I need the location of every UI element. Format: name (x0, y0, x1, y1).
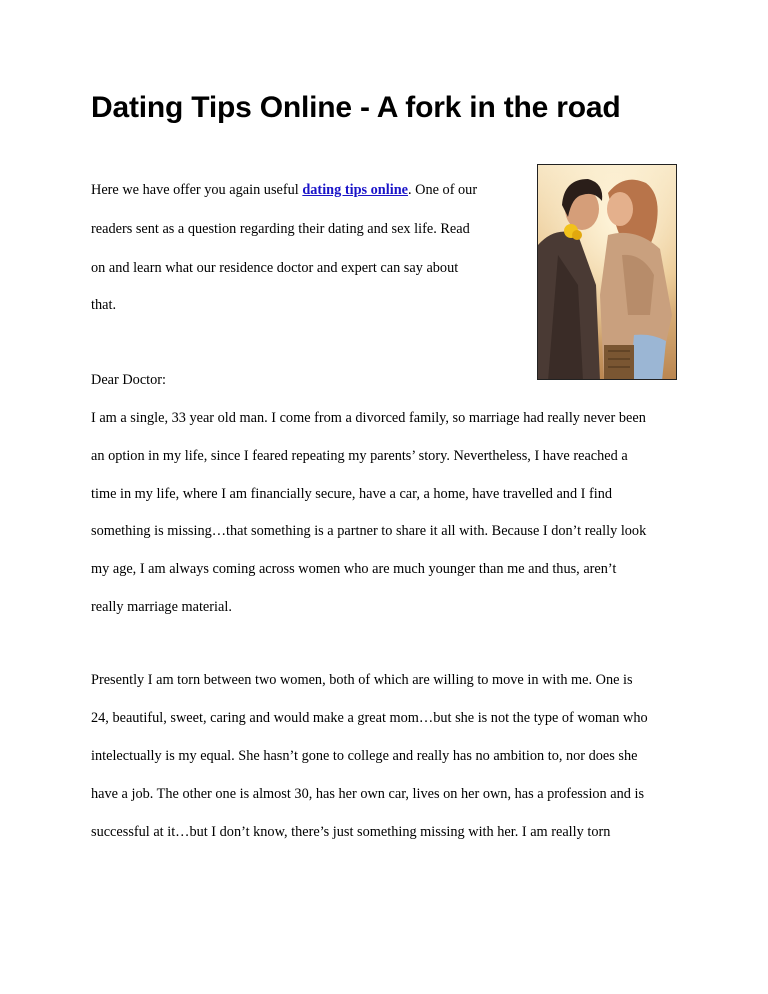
intro-text-before-link: Here we have offer you again useful (91, 182, 303, 198)
paragraph-1-line: time in my life, where I am financially secure, have a car, a home, have travelled and I find (91, 486, 613, 502)
intro-text-after-link: . One of our (408, 182, 478, 198)
salutation: Dear Doctor: (91, 372, 167, 388)
paragraph-1-line: I am a single, 33 year old man. I come from a divorced family, so marriage had really never been (91, 410, 646, 426)
paragraph-1-line: my age, I am always coming across women who are much younger than me and thus, aren’t (91, 561, 617, 577)
intro-line-1 (91, 181, 477, 199)
paragraph-2-line: Presently I am torn between two women, both of which are willing to move in with me. One is (91, 672, 633, 688)
couple-photo (537, 164, 677, 380)
paragraph-2-line: successful at it…but I don’t know, there’s just something missing with her. I am really torn (91, 824, 611, 840)
paragraph-1-line: something is missing…that something is a partner to share it all with. Because I don’t really look (91, 523, 647, 539)
paragraph-2-line: have a job. The other one is almost 30, has her own car, lives on her own, has a profession and is (91, 786, 645, 802)
couple-photo-icon (538, 165, 677, 380)
intro-line-4: that. (91, 297, 117, 313)
dating-tips-online-link[interactable]: dating tips online (302, 182, 408, 198)
document-title: Dating Tips Online - A fork in the road (91, 91, 621, 124)
paragraph-1-line: an option in my life, since I feared repeating my parents’ story. Nevertheless, I have reached a (91, 448, 628, 464)
intro-line-2: readers sent as a question regarding their dating and sex life. Read (91, 221, 470, 237)
intro-line-3: on and learn what our residence doctor and expert can say about (91, 260, 459, 276)
paragraph-2-line: 24, beautiful, sweet, caring and would make a great mom…but she is not the type of woman who (91, 710, 648, 726)
paragraph-2-line: intelectually is my equal. She hasn’t gone to college and really has no ambition to, nor does she (91, 748, 638, 764)
paragraph-1-line: really marriage material. (91, 599, 232, 615)
